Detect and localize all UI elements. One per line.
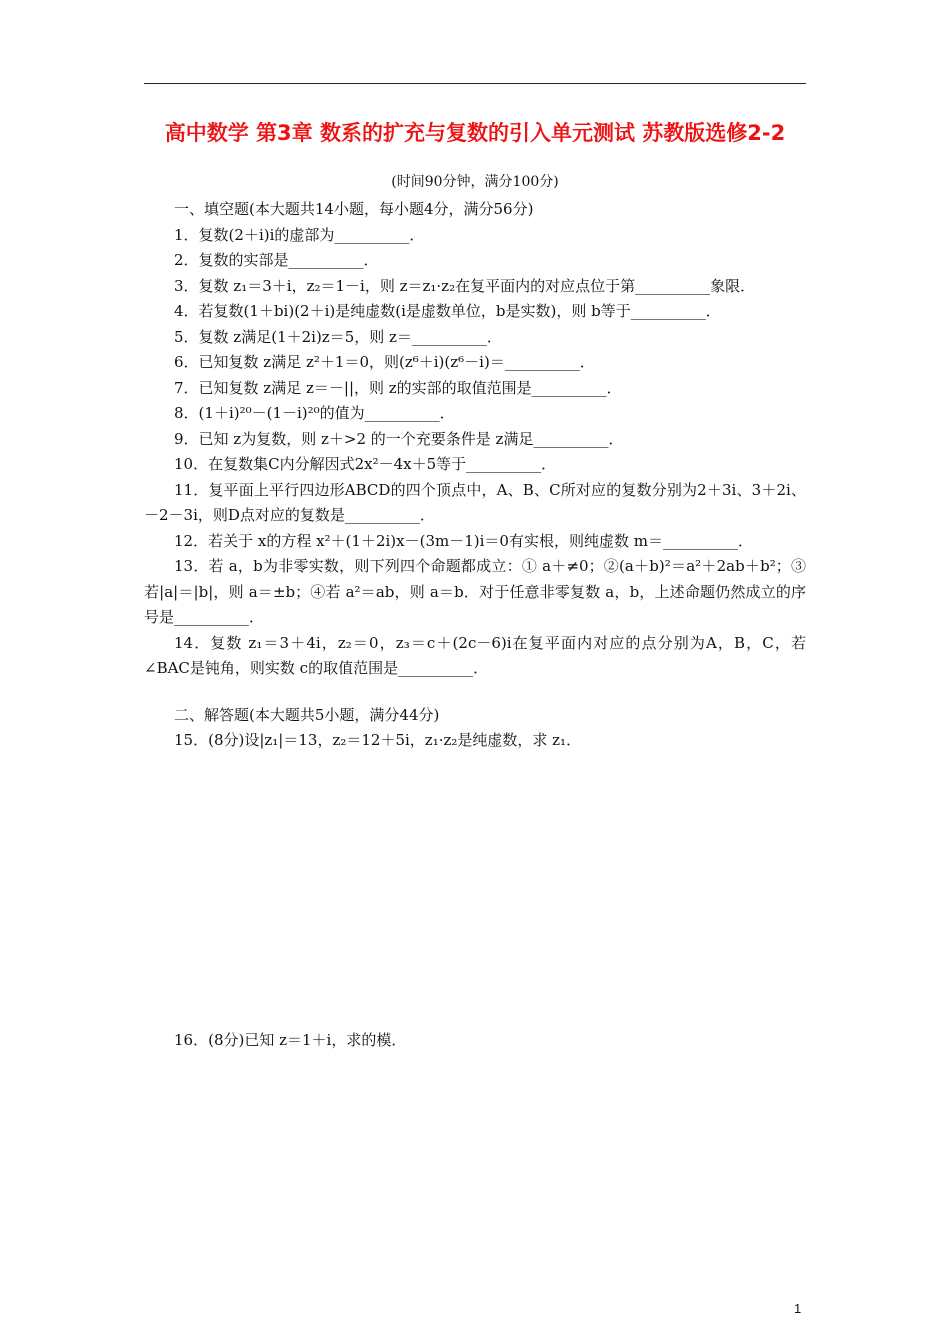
question-13: 13．若 a，b为非零实数，则下列四个命题都成立：① a＋≠0；②(a＋b)²＝a²＋2ab＋b²；③若|a|＝|b|，则 a＝±b；④若 a²＝ab，则 a＝b．对于任意非零复数 a，b，上述命题仍然成立的序号是__________．	[144, 557, 806, 626]
page-number: 1	[794, 1301, 802, 1316]
document-body	[144, 197, 806, 1053]
question-8: 8．(1＋i)²⁰－(1－i)²⁰的值为__________．	[174, 404, 455, 422]
question-10: 10．在复数集C内分解因式2x²－4x＋5等于__________．	[174, 455, 557, 473]
question-14: 14．复数 z₁＝3＋4i，z₂＝0，z₃＝c＋(2c－6)i在复平面内对应的点分别为A，B，C，若∠BAC是钝角，则实数 c的取值范围是__________．	[144, 633, 806, 677]
question-11: 11．复平面上平行四边形ABCD的四个顶点中，A、B、C所对应的复数分别为2＋3i、3＋2i、－2－3i，则D点对应的复数是__________．	[144, 480, 806, 524]
document-subtitle: (时间90分钟，满分100分)	[391, 174, 559, 190]
question-3: 3．复数 z₁＝3＋i，z₂＝1－i，则 z＝z₁·z₂在复平面内的对应点位于第__________象限．	[174, 276, 756, 295]
question-16: 16．(8分)已知 z＝1＋i，求的模．	[174, 1030, 407, 1049]
question-9: 9．已知 z为复数，则 z＋>2 的一个充要条件是 z满足__________．	[174, 429, 624, 448]
question-12: 12．若关于 x的方程 x²＋(1＋2i)x－(3m－1)i＝0有实根，则纯虚数 m＝__________．	[174, 531, 753, 550]
question-5: 5．复数 z满足(1＋2i)z＝5，则 z＝__________．	[174, 327, 502, 346]
section-heading-fill-in: 一、填空题(本大题共14小题，每小题4分，满分56分)	[174, 200, 534, 218]
section-heading-answer: 二、解答题(本大题共5小题，满分44分)	[174, 705, 440, 724]
document-title: 高中数学 第3章 数系的扩充与复数的引入单元测试 苏教版选修2-2	[164, 121, 786, 145]
question-15: 15．(8分)设|z₁|＝13，z₂＝12＋5i，z₁·z₂是纯虚数，求 z₁．	[174, 731, 582, 749]
header-rule	[144, 83, 806, 84]
answer-space	[144, 754, 806, 1028]
question-4: 4．若复数(1＋bi)(2＋i)是纯虚数(i是虚数单位，b是实数)，则 b等于__________．	[174, 302, 721, 320]
question-6: 6．已知复数 z满足 z²＋1＝0，则(z⁶＋i)(z⁶－i)＝__________．	[174, 353, 595, 371]
question-2: 2．复数的实部是__________．	[174, 251, 379, 269]
question-7: 7．已知复数 z满足 z＝－||，则 z的实部的取值范围是__________．	[174, 378, 622, 397]
question-1: 1．复数(2＋i)i的虚部为__________．	[174, 225, 425, 244]
section-spacer	[144, 682, 806, 703]
